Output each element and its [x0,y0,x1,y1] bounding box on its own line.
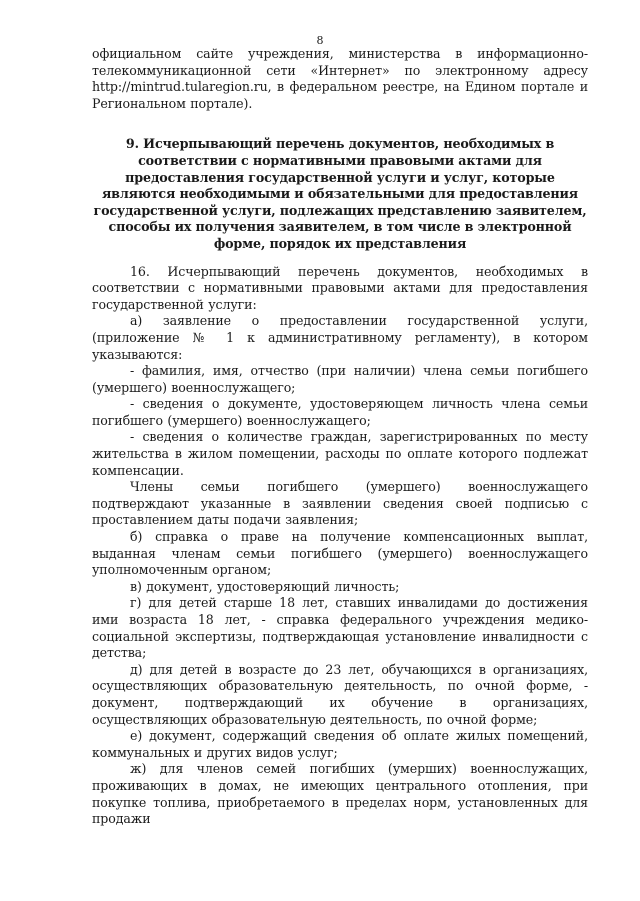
bullet-identity-document: - сведения о документе, удостоверяющем личность члена семьи погибшего (умершего) военнослужащего; [92,396,588,428]
item-e-payment-document: е) документ, содержащий сведения об оплате жилых помещений, коммунальных и других видов услуг; [92,728,588,760]
bullet-full-name: - фамилия, имя, отчество (при наличии) члена семьи погибшего (умершего) военнослужащего; [92,363,588,395]
page-content [92,46,588,828]
page-number: 8 [316,34,324,47]
item-d-education: д) для детей в возрасте до 23 лет, обучающихся в организациях, осуществляющих образовательную деятельность, по очной форме, - документ, подтверждающий их обучение в организациях, осуществляющих образовательную деятельность, по очной форме; [92,661,588,727]
item-b-certificate: б) справка о праве на получение компенсационных выплат, выданная членам семьи погибшего (умершего) военнослужащего уполномоченным органом; [92,529,588,578]
item-a-application: а) заявление о предоставлении государственной услуги, (приложение № 1 к административному регламенту), в котором указываются: [92,313,588,362]
item-zh-fuel: ж) для членов семей погибших (умерших) военнослужащих, проживающих в домах, не имеющих центрального отопления, при покупке топлива, приобретаемого в пределах норм, установленных для продажи [92,761,588,827]
bullet-registered-citizens: - сведения о количестве граждан, зарегистрированных по месту жительства в жилом помещении, расходы по оплате которого подлежат компенсации. [92,429,588,478]
intro-paragraph: официальном сайте учреждения, министерства в информационно-телекоммуникационной сети «Интернет» по электронному адресу http://mintrud.tularegion.ru, в федеральном реестре, на Едином портале и Региональном портале). [92,46,588,111]
item-g-disability: г) для детей старше 18 лет, ставших инвалидами до достижения ими возраста 18 лет, - справка федерального учреждения медико-социальной экспертизы, подтверждающая установление инвалидности с детства; [92,595,588,661]
section-heading: 9. Исчерпывающий перечень документов, необходимых в соответствии с нормативными правовыми актами для предоставления государственной услуги и услуг, которые являются необходимыми и обязательными для предоставления государственной услуги, подлежащих представлению заявителем, способы их получения заявителем, в том числе в электронной форме, порядок их представления [93,136,587,251]
item-v-identity: в) документ, удостоверяющий личность; [130,578,400,594]
family-members-confirmation: Члены семьи погибшего (умершего) военнослужащего подтверждают указанные в заявлении сведения своей подписью с проставлением даты подачи заявления; [92,479,588,528]
paragraph-16: 16. Исчерпывающий перечень документов, необходимых в соответствии с нормативными правовыми актами для предоставления государственной услуги: [92,263,588,312]
